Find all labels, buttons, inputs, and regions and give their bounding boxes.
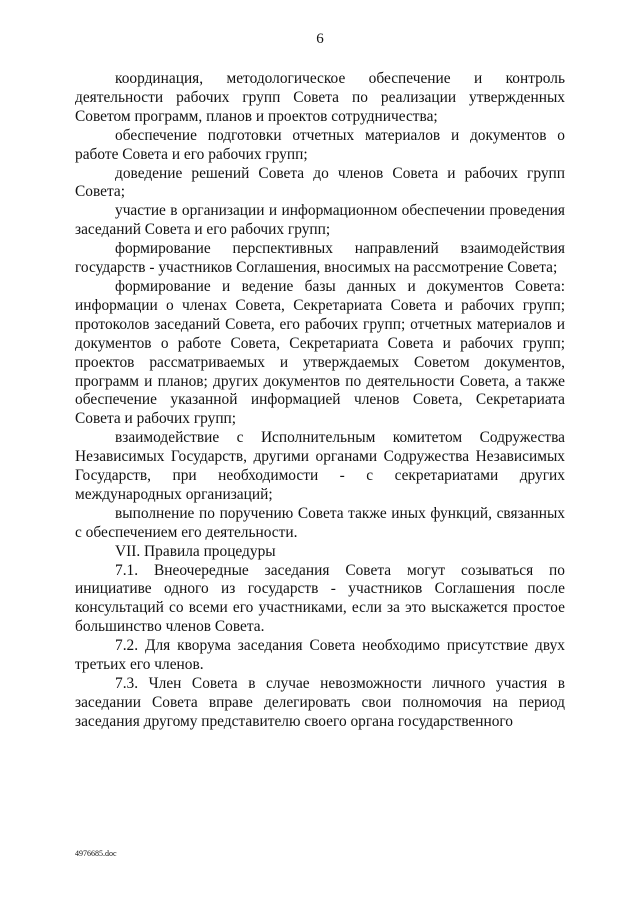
paragraph-7-3: 7.3. Член Совета в случае невозможности личного участия в заседании Совета вправе делегировать свои полномочия на период заседания другому представителю своего органа государственного (75, 675, 565, 730)
paragraph-decisions: доведение решений Совета до членов Совета и рабочих групп Совета; (75, 164, 565, 201)
document-body (75, 70, 565, 732)
page-number: 6 (316, 31, 324, 47)
paragraph-other-functions: выполнение по поручению Совета также иных функций, связанных с обеспечением его деятельности. (75, 504, 565, 541)
section-title: VII. Правила процедуры (115, 542, 276, 560)
paragraph-reporting: обеспечение подготовки отчетных материалов и документов о работе Совета и его рабочих групп; (75, 126, 565, 163)
paragraph-directions: формирование перспективных направлений взаимодействия государств - участников Соглашения, вносимых на рассмотрение Совета; (75, 240, 565, 277)
footer-file-code: 4976685.doc (75, 849, 117, 858)
paragraph-database: формирование и ведение базы данных и документов Совета: информации о членах Совета, Секретариата Совета и рабочих групп; протоколов заседаний Совета, его рабочих групп; отчетных материалов и документов о работе Совета, Секретариата Совета и рабочих групп; проектов рассматриваемых и утверждаемых Советом документов, программ и планов; других документов по деятельности Совета, а также обеспечение указанной информацией членов Совета, Секретариата Совета и рабочих групп; (75, 277, 565, 428)
paragraph-coordination: координация, методологическое обеспечение и контроль деятельности рабочих групп Совета по реализации утвержденных Советом программ, планов и проектов сотрудничества; (75, 70, 565, 125)
paragraph-meetings: участие в организации и информационном обеспечении проведения заседаний Совета и его рабочих групп; (75, 202, 565, 239)
paragraph-7-2: 7.2. Для кворума заседания Совета необходимо присутствие двух третьих его членов. (75, 637, 565, 674)
paragraph-interaction: взаимодействие с Исполнительным комитетом Содружества Независимых Государств, другими органами Содружества Независимых Государств, при необходимости - с секретариатами других международных организаций; (75, 429, 565, 503)
paragraph-7-1: 7.1. Внеочередные заседания Совета могут созываться по инициативе одного из государств - участников Соглашения после консультаций со всеми его участниками, если за это выскажется простое большинство членов Совета. (75, 561, 565, 636)
